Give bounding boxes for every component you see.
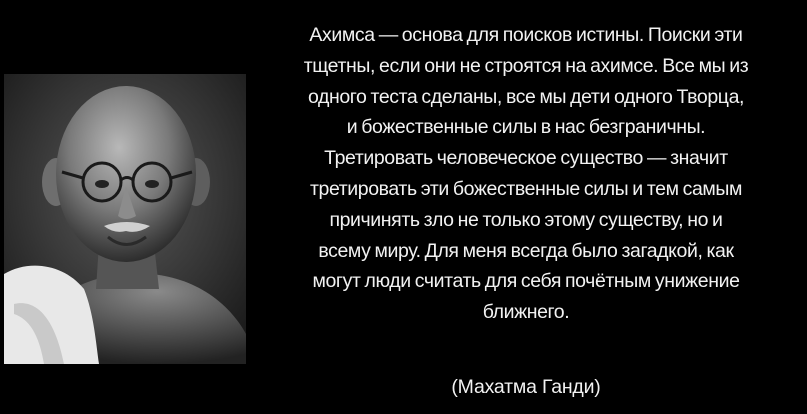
quote-line: тщетны, если они не строятся на ахимсе. Все мы из xyxy=(303,54,749,77)
quote-author: (Махатма Ганди) xyxy=(451,376,601,398)
quote-line: третировать эти божественные силы и тем самым xyxy=(309,177,743,200)
quote-line: Ахимса — основа для поисков истины. Поиски эти xyxy=(309,24,743,46)
quote-line: причинять зло не только этому существу, но и xyxy=(329,208,723,231)
portrait-photo xyxy=(4,74,246,364)
quote-line: ближнего. xyxy=(482,301,570,324)
quote-line: всему миру. Для меня всегда было загадкой, как xyxy=(318,239,734,262)
quote-line: могут люди считать для себя почётным унижение xyxy=(312,270,740,293)
quote-line: и божественные силы в нас безграничны. xyxy=(346,116,706,139)
quote-text xyxy=(252,20,800,328)
portrait-illustration xyxy=(4,74,246,364)
quote-line: одного теста сделаны, все мы дети одного Творца, xyxy=(307,85,745,108)
quote-line: Третировать человеческое существо — значит xyxy=(324,147,728,170)
